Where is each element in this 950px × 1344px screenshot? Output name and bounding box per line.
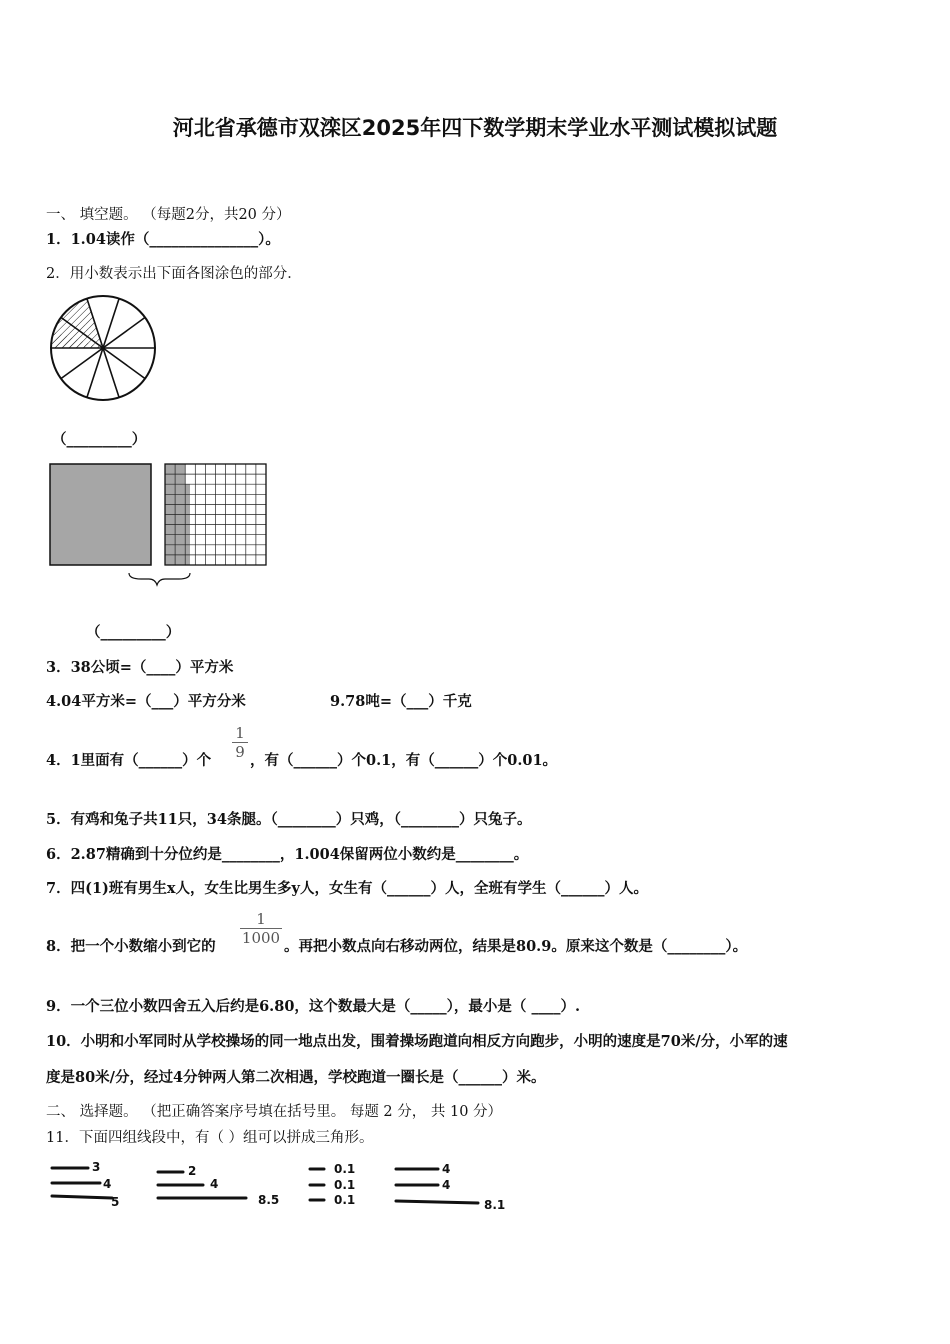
question-10-line-1: 10．小明和小军同时从学校操场的同一地点出发，围着操场跑道向相反方向跑步，小明的速度是70米/分，小军的速 (46, 1033, 788, 1050)
question-3-c: 9.78吨=（___）千克 (330, 693, 472, 710)
page-title: 河北省承德市双滦区2025年四下数学期末学业水平测试模拟试题 (172, 116, 778, 140)
fraction-numerator: 1 (235, 724, 245, 742)
segment-label: 0.1 (334, 1193, 356, 1207)
segment-label: 8.1 (484, 1198, 506, 1212)
segment-label: 5 (111, 1195, 120, 1209)
question-2-blank-2: （_________） (86, 624, 181, 641)
segment-label: 8.5 (258, 1193, 280, 1207)
fraction-denominator: 1000 (241, 929, 281, 947)
question-10-line-2: 度是80米/分，经过4分钟两人第二次相遇，学校跑道一圈长是（______）米。 (46, 1069, 546, 1086)
question-1: 1．1.04读作（_______________）。 (46, 231, 280, 248)
question-2: 2．用小数表示出下面各图涂色的部分． (46, 266, 302, 282)
segment-label: 4 (442, 1162, 451, 1176)
question-7: 7．四(1)班有男生x人，女生比男生多y人，女生有（______）人，全班有学生（______）人。 (46, 880, 648, 897)
question-3-b: 4.04平方米=（___）平方分米 (46, 693, 246, 710)
section-1-header: 一、 填空题。 （每题2分，共20 分） (46, 207, 291, 223)
segment-groups-figure (48, 1158, 518, 1218)
segment-label: 4 (210, 1177, 219, 1191)
question-3-a: 3．38公顷=（____）平方米 (46, 659, 234, 676)
section-2-header: 二、 选择题。 （把正确答案序号填在括号里。 每题 2 分， 共 10 分） (46, 1104, 503, 1120)
question-8-part-2: 。再把小数点向右移动两位，结果是80.9。原来这个数是（________）。 (284, 938, 748, 955)
circle-figure (50, 296, 156, 400)
fraction-denominator: 9 (232, 742, 248, 761)
question-2-blank-1: （_________） (52, 431, 147, 448)
question-8-part-1: 8．把一个小数缩小到它的 (46, 938, 216, 955)
question-11: 11．下面四组线段中，有（ ）组可以拼成三角形。 (46, 1130, 374, 1146)
fraction-numerator: 1 (256, 910, 266, 928)
segment-label: 2 (188, 1164, 197, 1178)
segment-label: 0.1 (334, 1162, 356, 1176)
segment (52, 1196, 112, 1198)
fraction-one-thousandth (240, 910, 282, 947)
question-6: 6．2.87精确到十分位约是________，1.004保留两位小数约是________。 (46, 846, 529, 863)
fraction-one-ninth (232, 724, 248, 761)
grid-figure (49, 463, 271, 591)
question-4-part-1: 4．1里面有（______）个 (46, 752, 212, 769)
question-5: 5．有鸡和兔子共11只，34条腿。（________）只鸡，（________）只兔子。 (46, 811, 532, 828)
segment-label: 3 (92, 1160, 101, 1174)
segment-label: 4 (103, 1177, 112, 1191)
segment-label: 4 (442, 1178, 451, 1192)
question-9: 9．一个三位小数四舍五入后约是6.80，这个数最大是（_____），最小是（ ____）. (46, 998, 580, 1015)
segment (396, 1201, 478, 1203)
segment-label: 0.1 (334, 1178, 356, 1192)
question-4-part-2: ，有（______）个0.1，有（______）个0.01。 (250, 752, 558, 769)
